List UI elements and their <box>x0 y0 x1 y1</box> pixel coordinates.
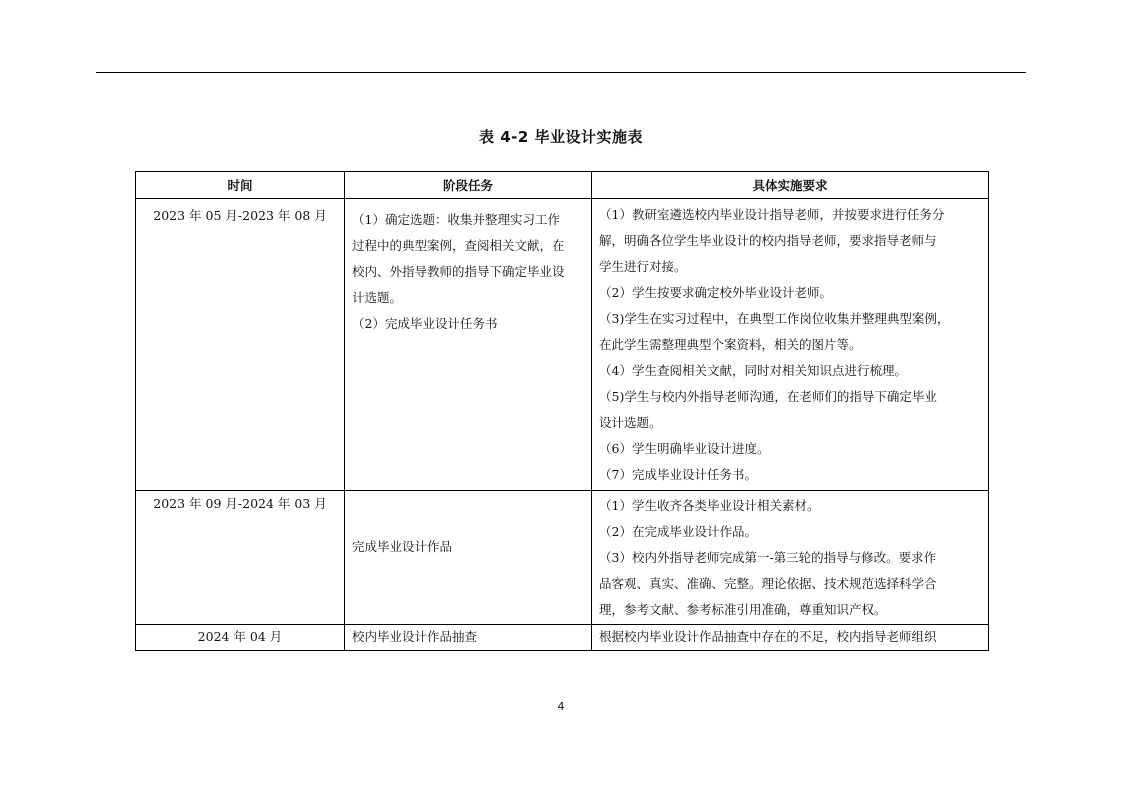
stage-line: 完成毕业设计作品 <box>352 539 453 554</box>
requirement-line: 理，参考文献、参考标准引用准确，尊重知识产权。 <box>599 602 887 617</box>
stage-line: （2）完成毕业设计任务书 <box>352 316 498 331</box>
requirement-line: （6）学生明确毕业设计进度。 <box>599 441 770 456</box>
stage-line: 校内、外指导教师的指导下确定毕业设 <box>352 264 565 279</box>
requirement-line: （7）完成毕业设计任务书。 <box>599 467 757 482</box>
table-row <box>136 199 989 491</box>
table-row <box>136 625 989 651</box>
stage-line: 计选题。 <box>352 290 403 305</box>
requirement-line: 设计选题。 <box>599 415 662 430</box>
time-text: 2023 年 05 月-2023 年 08 月 <box>153 208 327 223</box>
requirement-line: （5)学生与校内外指导老师沟通，在老师们的指导下确定毕业 <box>599 389 937 404</box>
table-header-row <box>136 172 989 199</box>
time-cell <box>136 491 345 625</box>
header-requirements: 具体实施要求 <box>592 172 989 199</box>
stage-line: 校内毕业设计作品抽查 <box>352 629 478 644</box>
requirement-line: 学生进行对接。 <box>599 259 687 274</box>
requirement-line: （4）学生查阅相关文献，同时对相关知识点进行梳理。 <box>599 363 907 378</box>
time-cell <box>136 199 345 491</box>
header-time: 时间 <box>136 172 345 199</box>
requirement-line: 品客观、真实、准确、完整。理论依据、技术规范选择科学合 <box>599 576 937 591</box>
requirement-line: 在此学生需整理典型个案资料，相关的图片等。 <box>599 337 862 352</box>
time-text: 2023 年 09 月-2024 年 03 月 <box>153 496 327 511</box>
time-text: 2024 年 04 月 <box>197 629 283 644</box>
requirements-cell <box>592 199 989 491</box>
header-stage: 阶段任务 <box>345 172 592 199</box>
stage-line: 过程中的典型案例，查阅相关文献，在 <box>352 238 565 253</box>
requirement-line: 根据校内毕业设计作品抽查中存在的不足，校内指导老师组织 <box>599 629 937 644</box>
requirement-line: （1）教研室遴选校内毕业设计指导老师，并按要求进行任务分 <box>599 207 945 222</box>
requirement-line: 解，明确各位学生毕业设计的校内指导老师，要求指导老师与 <box>599 233 937 248</box>
stage-cell <box>345 199 592 491</box>
implementation-table <box>135 171 989 651</box>
requirement-line: （2）在完成毕业设计作品。 <box>599 524 757 539</box>
stage-line: （1）确定选题：收集并整理实习工作 <box>352 212 560 227</box>
requirements-cell <box>592 625 989 651</box>
requirement-line: （2）学生按要求确定校外毕业设计老师。 <box>599 285 832 300</box>
requirements-cell <box>592 491 989 625</box>
time-cell <box>136 625 345 651</box>
requirement-line: （3)学生在实习过程中，在典型工作岗位收集并整理典型案例， <box>599 311 950 326</box>
table-row <box>136 491 989 625</box>
header-rule <box>96 72 1026 73</box>
table-caption: 表 4-2 毕业设计实施表 <box>478 128 644 146</box>
page-number: 4 <box>557 700 565 713</box>
stage-cell <box>345 625 592 651</box>
requirement-line: （1）学生收齐各类毕业设计相关素材。 <box>599 498 820 513</box>
requirement-line: （3）校内外指导老师完成第一-第三轮的指导与修改。要求作 <box>599 550 937 565</box>
stage-cell <box>345 491 592 625</box>
